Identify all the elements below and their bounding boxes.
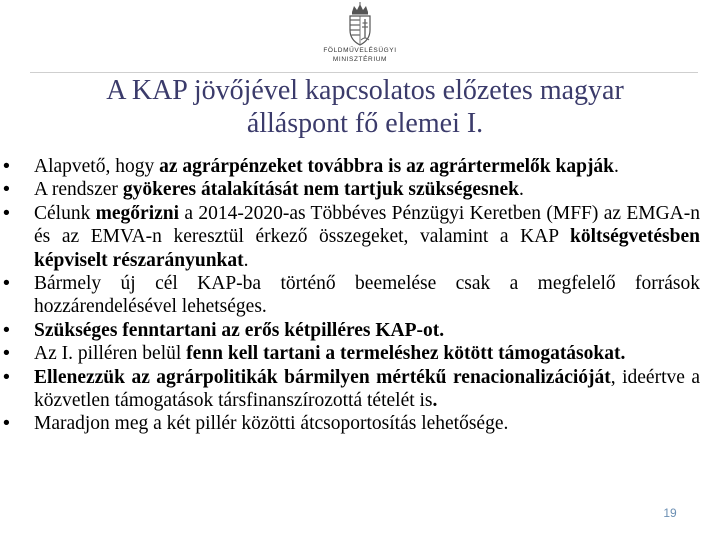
bullet-text: . xyxy=(614,156,619,177)
page-number: 19 xyxy=(663,506,677,520)
bullet-marker: • xyxy=(3,365,10,388)
slide-title xyxy=(20,74,710,140)
bullet-marker: • xyxy=(3,318,10,341)
header-divider xyxy=(30,72,698,73)
bullet-item xyxy=(0,202,700,272)
bullet-item xyxy=(0,272,700,319)
hungarian-coat-of-arms-icon xyxy=(345,2,375,46)
bullet-item xyxy=(0,155,700,178)
bullet-marker: • xyxy=(3,272,10,295)
bullet-item xyxy=(0,319,700,342)
bullet-text: Alapvető, hogy xyxy=(34,156,160,177)
bullet-text: Bármely új cél KAP-ba történő beemelése csak a megfelelő források hozzárendelésével lehetséges. xyxy=(34,273,700,318)
bullet-list xyxy=(0,155,700,436)
bullet-text: Maradjon meg a két pillér közötti átcsoportosítás lehetősége. xyxy=(34,413,509,435)
slide-title-line2: álláspont fő elemei I. xyxy=(246,108,484,139)
bullet-text: . xyxy=(518,179,524,201)
slide-title-line1: A KAP jövőjével kapcsolatos előzetes magyar xyxy=(106,75,624,106)
bullet-text-bold: megőrizni xyxy=(95,202,180,224)
bullet-item xyxy=(0,366,700,413)
bullet-text: A rendszer xyxy=(34,179,123,201)
bullet-marker: • xyxy=(3,201,10,224)
bullet-text-bold: . xyxy=(432,390,438,412)
bullet-text-bold: Ellenezzük az agrárpolitikák bármilyen mértékű renacionalizációját xyxy=(34,366,611,388)
bullet-text: a 2014-2020-as Többéves Pénzügyi Keretben (MFF) az EMGA-n és az EMVA-n keresztül érkező összegeket, valamint a KAP xyxy=(34,202,700,248)
bullet-text: Az I. pilléren belül xyxy=(34,343,187,365)
bullet-text-bold: gyökeres átalakítását nem tartjuk szükségesnek xyxy=(122,179,519,201)
bullet-marker: • xyxy=(3,342,10,365)
bullet-text-bold: Szükséges fenntartani az erős kétpilléres KAP-ot. xyxy=(34,319,445,341)
bullet-item xyxy=(0,178,700,201)
bullet-text: . xyxy=(243,249,249,271)
bullet-marker: • xyxy=(3,412,10,435)
bullet-text-bold: fenn kell tartani a termeléshez kötött támogatásokat. xyxy=(186,343,626,365)
bullet-text-bold: költségvetésben képviselt részarányunkat xyxy=(34,226,700,271)
bullet-text: , ideértve a közvetlen támogatások társfinanszírozottá tételét is xyxy=(34,366,700,412)
bullet-item xyxy=(0,342,700,365)
bullet-item xyxy=(0,412,700,435)
ministry-name-line2: MINISZTÉRIUM xyxy=(332,56,388,63)
bullet-marker: • xyxy=(3,155,10,177)
bullet-text-bold: az agrárpénzeket továbbra is az agrártermelők kapják xyxy=(159,156,615,177)
bullet-text: Célunk xyxy=(34,202,96,224)
bullet-marker: • xyxy=(3,178,10,201)
ministry-name-line1: FÖLDMŰVELÉSÜGYI xyxy=(323,47,397,54)
ministry-logo xyxy=(318,2,402,70)
